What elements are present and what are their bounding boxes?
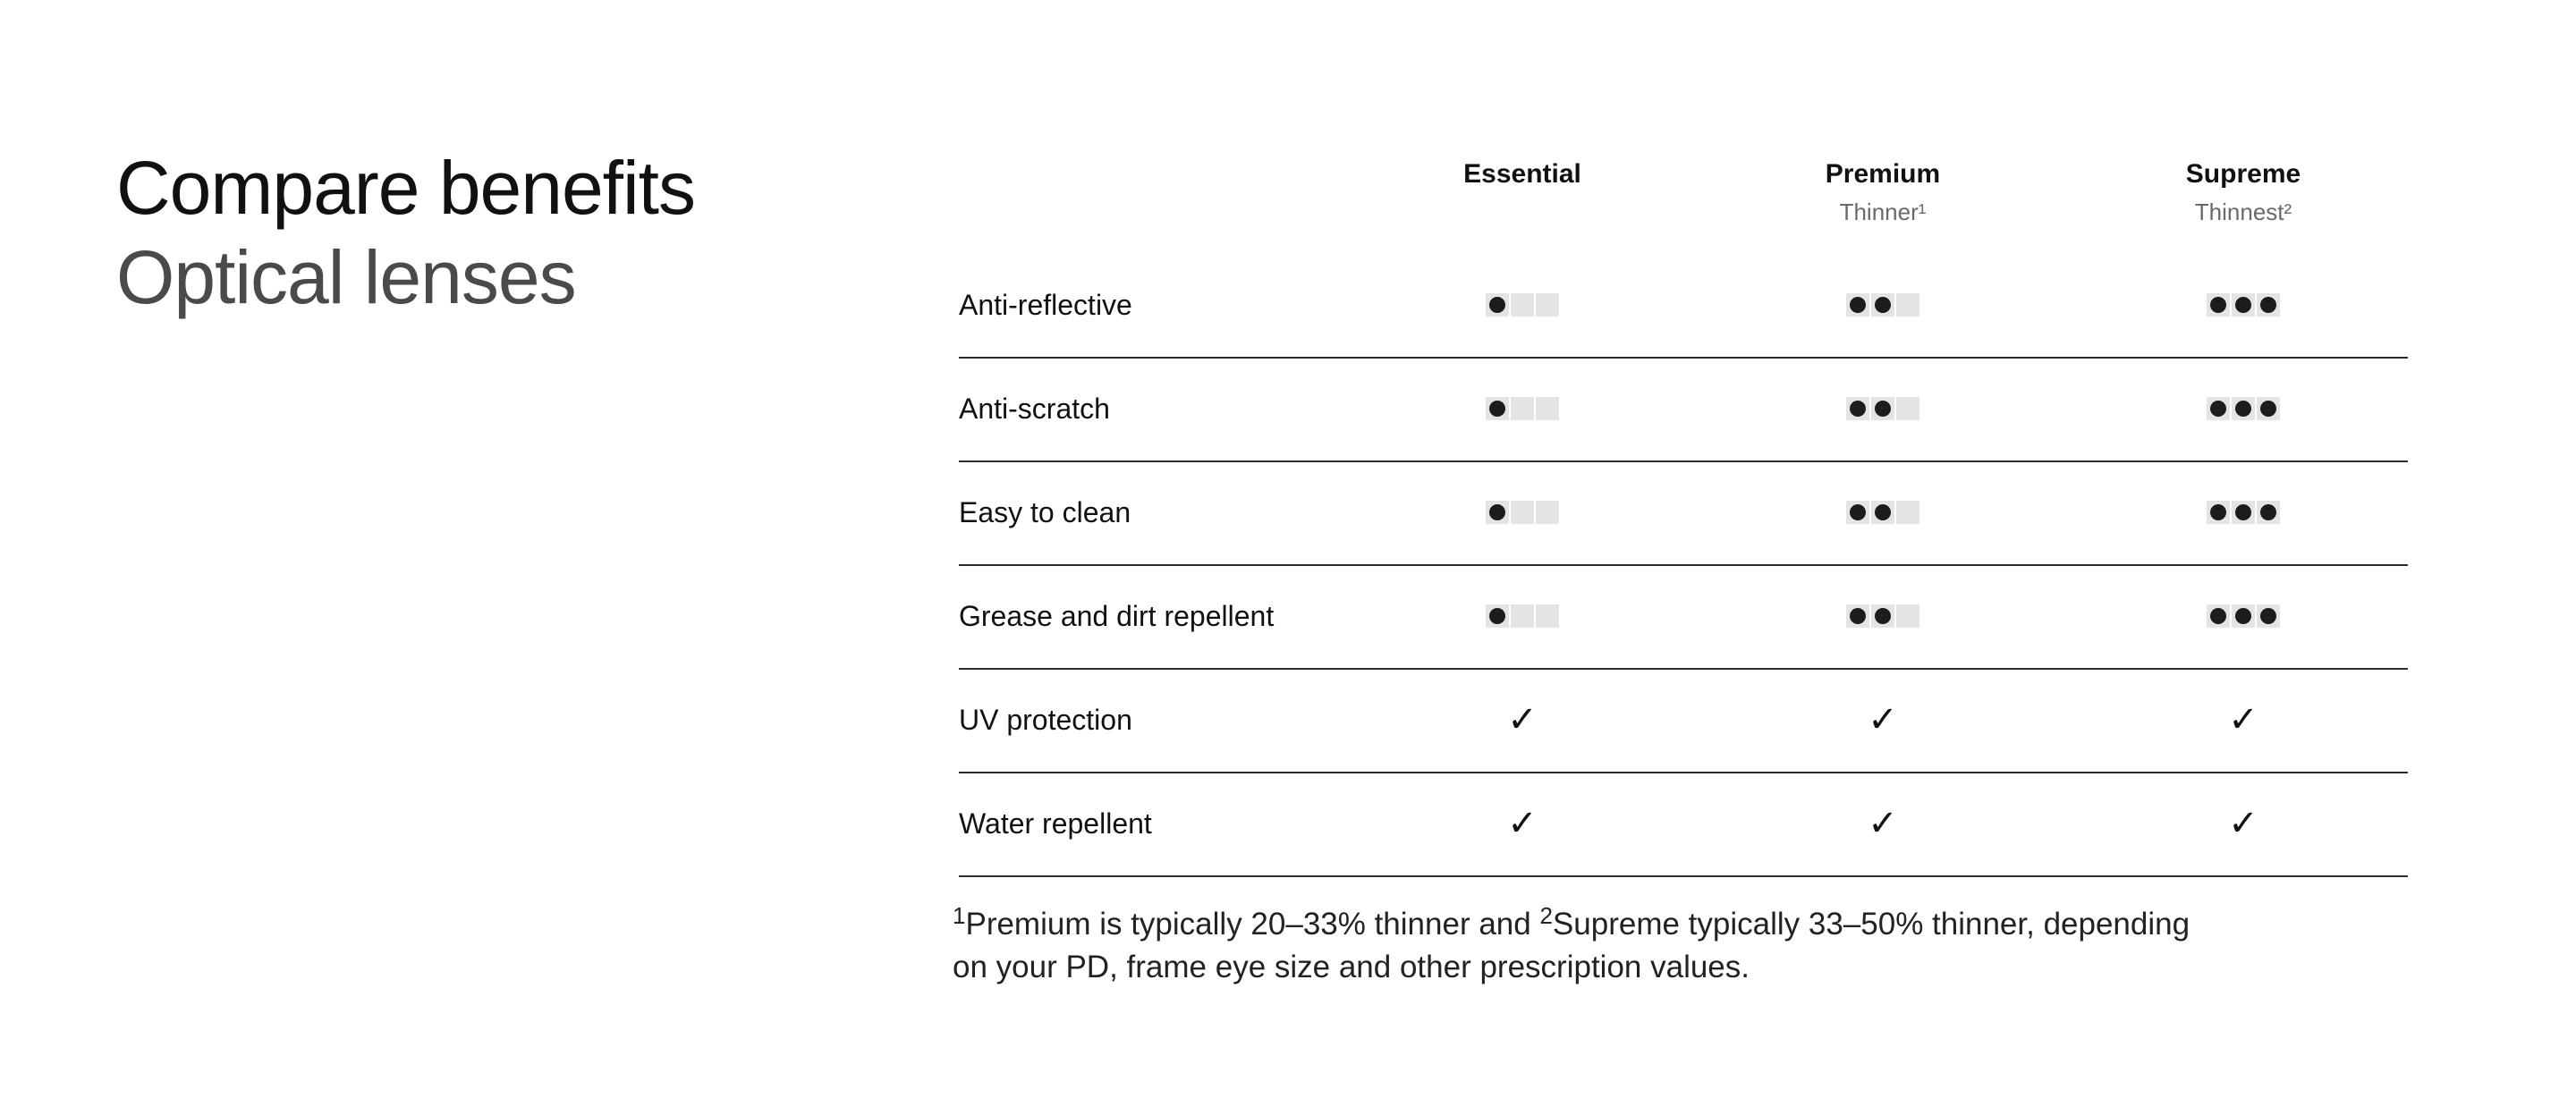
table-row <box>959 462 2408 566</box>
row-label: Grease and dirt repellent <box>959 600 1275 632</box>
row-cell <box>1829 391 1936 427</box>
page-heading <box>116 143 695 322</box>
checkmark-icon: ✓ <box>1868 803 1898 844</box>
checkmark-icon: ✓ <box>2228 803 2258 844</box>
rating-dot-filled <box>1846 604 1869 628</box>
rating-dot-filled <box>1486 397 1509 420</box>
rating-dot-filled <box>2257 604 2280 628</box>
rating-dot-filled <box>2232 397 2255 420</box>
rating-dot-filled <box>1871 501 1894 524</box>
rating-meter <box>1846 501 1919 524</box>
row-cell <box>1829 494 1936 530</box>
rating-dot-empty <box>1511 397 1534 420</box>
rating-meter <box>1486 501 1559 524</box>
comparison-rows <box>959 255 2408 877</box>
checkmark-icon: ✓ <box>1507 699 1538 740</box>
row-label: Anti-reflective <box>959 289 1132 321</box>
page-subtitle: Optical lenses <box>116 235 576 319</box>
rating-meter <box>1846 604 1919 628</box>
rating-dot-filled <box>1486 604 1509 628</box>
rating-dot-filled <box>2232 604 2255 628</box>
table-row <box>959 773 2408 877</box>
column-name: Essential <box>1463 159 1581 189</box>
column-header-supreme <box>2127 152 2360 227</box>
row-label: Easy to clean <box>959 496 1131 528</box>
rating-dot-empty <box>1536 501 1559 524</box>
rating-dot-empty <box>1536 293 1559 317</box>
rating-dot-filled <box>2207 501 2230 524</box>
footnote-line-1 <box>953 903 2294 946</box>
rating-dot-filled <box>2207 397 2230 420</box>
column-header-premium <box>1767 152 1999 227</box>
rating-meter <box>1486 293 1559 317</box>
rating-dot-filled <box>2257 397 2280 420</box>
footnote-line-2: on your PD, frame eye size and other prescription values. <box>953 950 1750 984</box>
rating-meter <box>1486 397 1559 420</box>
rating-dot-empty <box>1511 604 1534 628</box>
table-row <box>959 566 2408 670</box>
rating-dot-filled <box>2232 501 2255 524</box>
rating-dot-filled <box>1871 604 1894 628</box>
column-name: Premium <box>1825 159 1941 189</box>
rating-meter <box>1846 293 1919 317</box>
rating-meter <box>2207 293 2280 317</box>
page-title: Compare benefits <box>116 146 696 230</box>
row-cell <box>1469 391 1576 427</box>
rating-meter <box>2207 501 2280 524</box>
rating-dot-filled <box>2232 293 2255 317</box>
row-cell <box>1469 598 1576 634</box>
row-cell <box>2190 598 2297 634</box>
row-cell <box>1469 287 1576 323</box>
rating-dot-empty <box>1536 397 1559 420</box>
row-label: UV protection <box>959 704 1132 736</box>
rating-dot-filled <box>1871 293 1894 317</box>
rating-dot-empty <box>1896 501 1919 524</box>
rating-dot-filled <box>2257 293 2280 317</box>
rating-dot-filled <box>2207 293 2230 317</box>
row-cell <box>2190 803 2297 844</box>
table-row <box>959 670 2408 773</box>
rating-dot-filled <box>1871 397 1894 420</box>
rating-dot-empty <box>1511 501 1534 524</box>
column-subtitle: Thinner¹ <box>1839 199 1927 225</box>
footnote <box>953 903 2294 989</box>
rating-dot-filled <box>1846 397 1869 420</box>
rating-dot-filled <box>1486 293 1509 317</box>
column-subtitle: Thinnest² <box>2194 199 2292 225</box>
rating-dot-filled <box>2257 501 2280 524</box>
row-cell <box>1829 598 1936 634</box>
rating-meter <box>1846 397 1919 420</box>
row-cell <box>2190 699 2297 740</box>
row-label: Anti-scratch <box>959 393 1110 425</box>
rating-meter <box>2207 397 2280 420</box>
row-label: Water repellent <box>959 807 1152 840</box>
rating-dot-empty <box>1896 397 1919 420</box>
checkmark-icon: ✓ <box>1507 803 1538 844</box>
rating-dot-empty <box>1536 604 1559 628</box>
rating-dot-filled <box>1486 501 1509 524</box>
row-cell <box>1829 287 1936 323</box>
row-cell <box>1829 699 1936 740</box>
rating-dot-filled <box>1846 293 1869 317</box>
footnote-text-1: Premium is typically 20–33% thinner and <box>965 907 1540 942</box>
table-row <box>959 359 2408 462</box>
row-cell <box>1469 699 1576 740</box>
rating-dot-filled <box>1846 501 1869 524</box>
footnote-text-2: Supreme typically 33–50% thinner, depending <box>1552 907 2190 942</box>
checkmark-icon: ✓ <box>2228 699 2258 740</box>
rating-meter <box>2207 604 2280 628</box>
row-cell <box>1469 494 1576 530</box>
rating-dot-filled <box>2207 604 2230 628</box>
footnote-mark-1: 1 <box>953 902 966 929</box>
row-cell <box>2190 391 2297 427</box>
rating-meter <box>1486 604 1559 628</box>
column-name: Supreme <box>2185 159 2301 189</box>
rating-dot-empty <box>1896 604 1919 628</box>
row-cell <box>1469 803 1576 844</box>
column-header-essential <box>1406 152 1639 197</box>
row-cell <box>2190 494 2297 530</box>
row-cell <box>1829 803 1936 844</box>
checkmark-icon: ✓ <box>1868 699 1898 740</box>
footnote-mark-2: 2 <box>1539 902 1553 929</box>
rating-dot-empty <box>1511 293 1534 317</box>
rating-dot-empty <box>1896 293 1919 317</box>
table-row <box>959 255 2408 359</box>
row-cell <box>2190 287 2297 323</box>
